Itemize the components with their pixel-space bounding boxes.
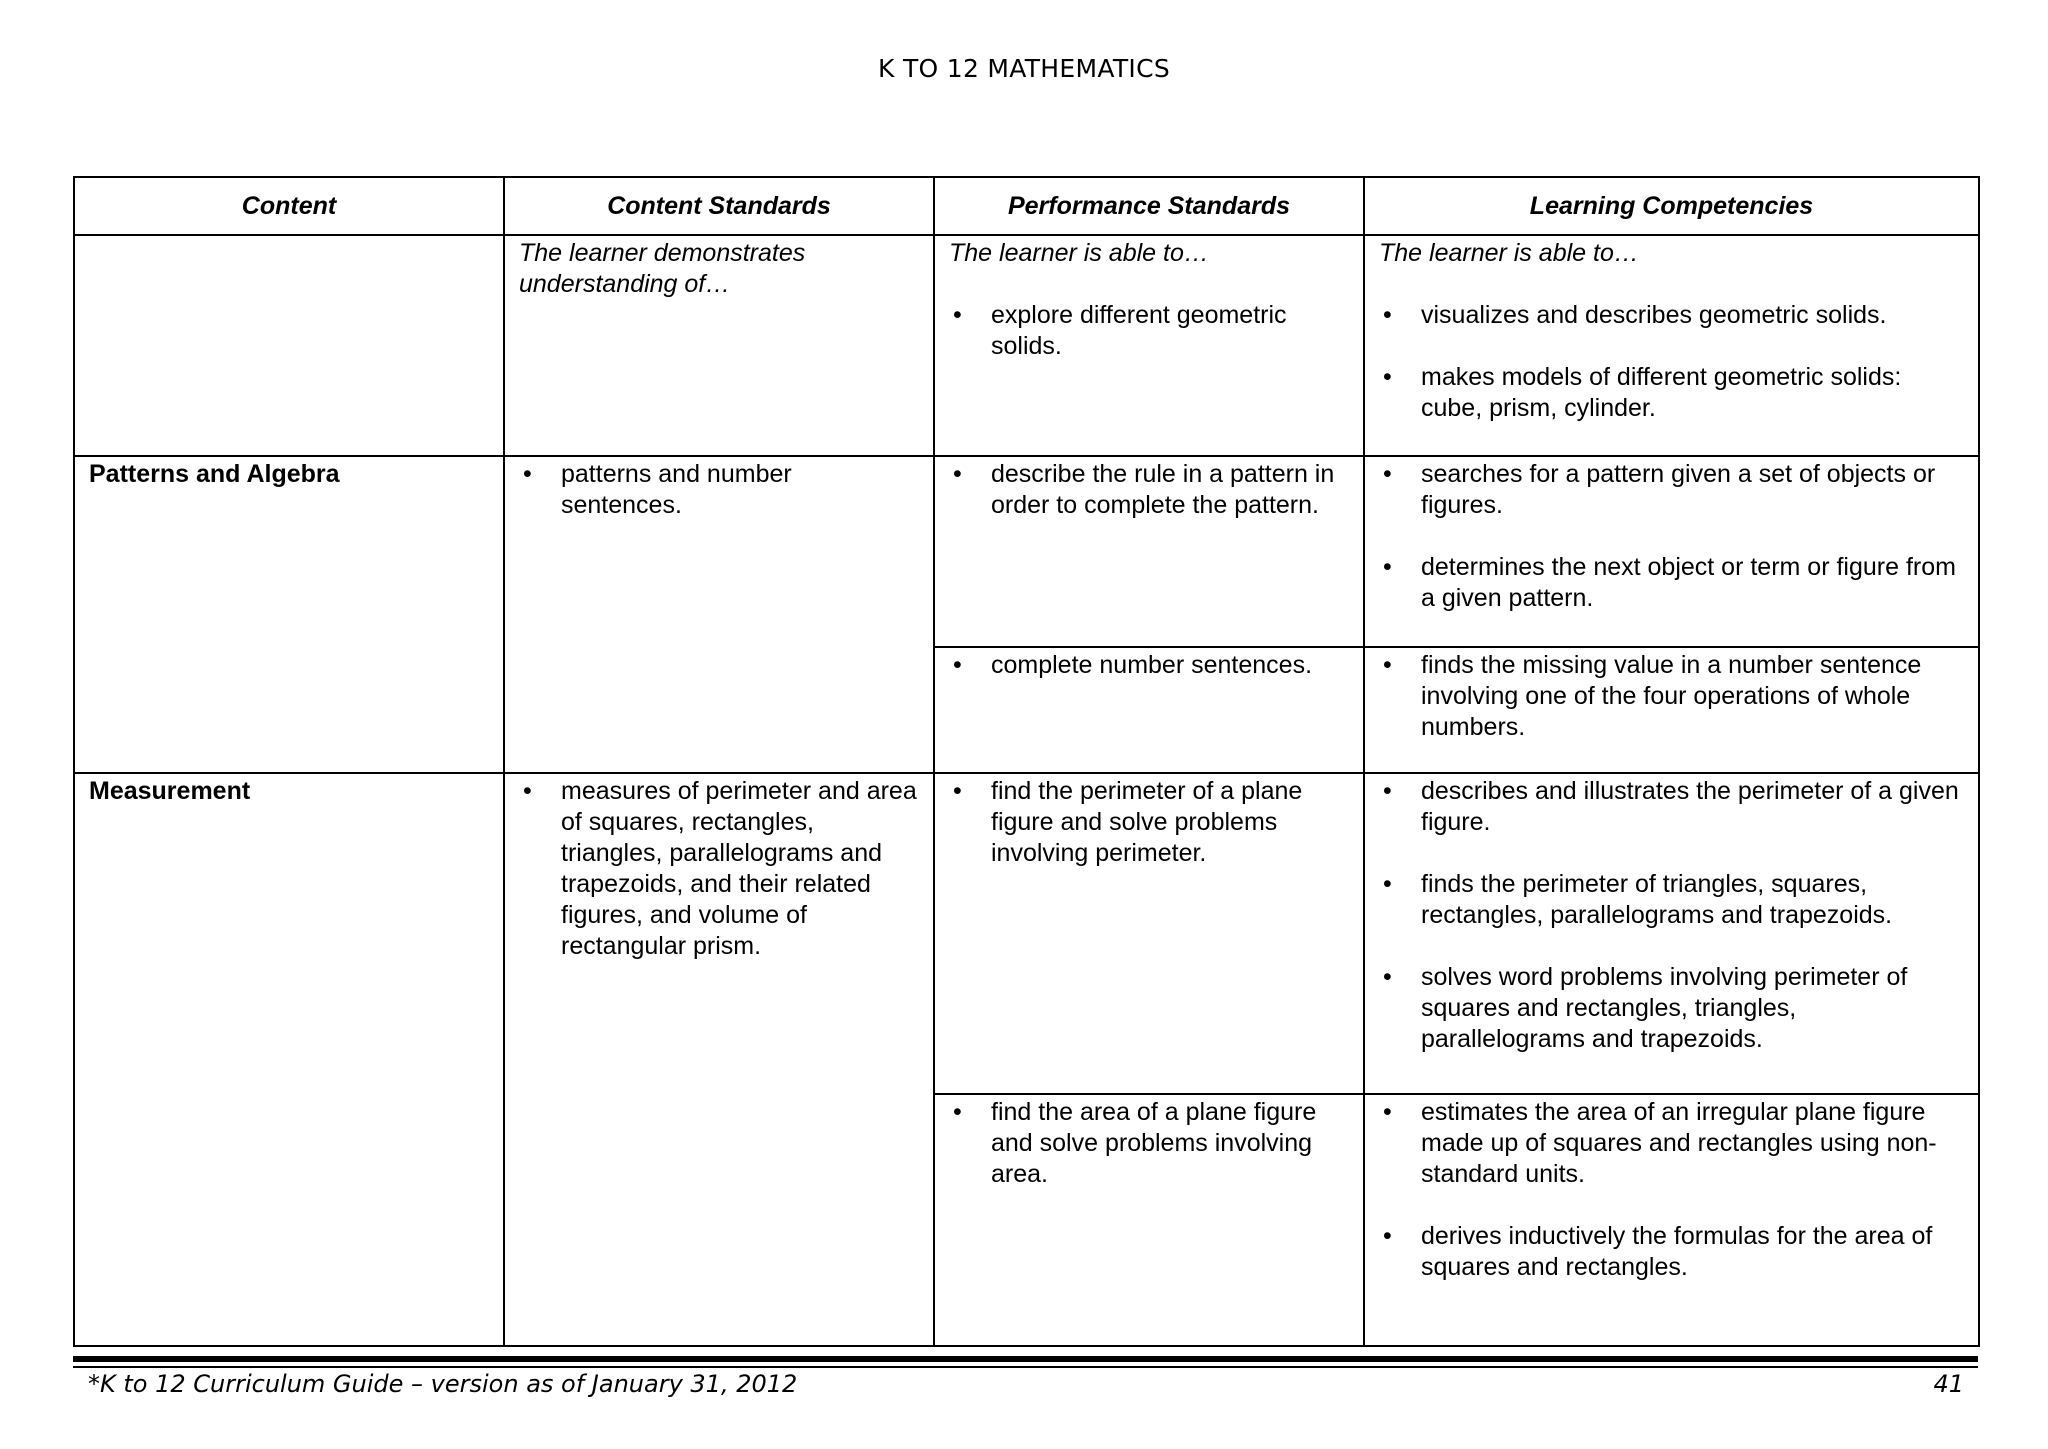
learning-competencies-cell [1364, 235, 1979, 456]
content-standards-cell [504, 235, 934, 456]
performance-list [949, 776, 1349, 869]
list-item: • makes models of different geometric solids: cube, prism, cylinder. [1379, 362, 1964, 424]
list-item: • derives inductively the formulas for the area of squares and rectangles. [1379, 1221, 1964, 1283]
list-item: • determines the next object or term or figure from a given pattern. [1379, 552, 1964, 614]
footer-divider [73, 1356, 1978, 1362]
column-header-content-standards: Content Standards [504, 177, 934, 235]
performance-standards-cell [934, 456, 1364, 647]
standards-list [519, 459, 919, 521]
content-cell [74, 773, 504, 1346]
page-number: 41 [1933, 1370, 1964, 1398]
learning-competencies-intro: The learner is able to… [1379, 239, 1639, 267]
performance-standards-intro: The learner is able to… [949, 239, 1209, 267]
content-standards-cell [504, 456, 934, 773]
table-row [74, 773, 1979, 1094]
learning-competencies-cell [1364, 647, 1979, 773]
list-item: • find the area of a plane figure and solve problems involving area. [949, 1097, 1349, 1190]
performance-list [949, 650, 1349, 681]
content-title: Patterns and Algebra [89, 460, 340, 488]
list-item: • finds the missing value in a number sentence involving one of the four operations of whole numbers. [1379, 650, 1964, 743]
list-item: • explore different geometric solids. [949, 300, 1349, 362]
learning-competencies-cell [1364, 456, 1979, 647]
list-item: • searches for a pattern given a set of objects or figures. [1379, 459, 1964, 521]
table-row [74, 456, 1979, 647]
list-item: • complete number sentences. [949, 650, 1349, 681]
performance-standards-cell [934, 773, 1364, 1094]
list-item: • describe the rule in a pattern in order to complete the pattern. [949, 459, 1349, 521]
standards-list [519, 776, 919, 962]
performance-standards-cell [934, 235, 1364, 456]
performance-standards-cell [934, 647, 1364, 773]
list-item: • solves word problems involving perimeter of squares and rectangles, triangles, parallelograms and trapezoids. [1379, 962, 1964, 1055]
learning-competencies-cell [1364, 1094, 1979, 1346]
curriculum-table [73, 176, 1980, 1347]
list-item: • visualizes and describes geometric solids. [1379, 300, 1964, 331]
performance-list [949, 1097, 1349, 1190]
content-title: Measurement [89, 777, 251, 805]
table-row [74, 235, 1979, 456]
learning-competencies-cell [1364, 773, 1979, 1094]
column-header-performance-standards: Performance Standards [934, 177, 1364, 235]
page-header: K TO 12 MATHEMATICS [878, 54, 1170, 83]
competencies-list [1379, 1097, 1964, 1283]
competencies-list [1379, 650, 1964, 743]
competencies-list [1379, 459, 1964, 614]
competencies-list [1379, 300, 1964, 424]
footer-divider-thin [73, 1366, 1978, 1368]
list-item: • describes and illustrates the perimeter of a given figure. [1379, 776, 1964, 838]
list-item: • find the perimeter of a plane figure and solve problems involving perimeter. [949, 776, 1349, 869]
table-header-row [74, 177, 1979, 235]
column-header-learning-competencies: Learning Competencies [1364, 177, 1979, 235]
footer-note: *K to 12 Curriculum Guide – version as of January 31, 2012 [88, 1370, 798, 1398]
competencies-list [1379, 776, 1964, 1055]
performance-standards-cell [934, 1094, 1364, 1346]
performance-list [949, 459, 1349, 521]
list-item: • estimates the area of an irregular plane figure made up of squares and rectangles using non-standard units. [1379, 1097, 1964, 1190]
column-header-content: Content [74, 177, 504, 235]
list-item: • measures of perimeter and area of squares, rectangles, triangles, parallelograms and trapezoids, and their related figures, and volume of rectangular prism. [519, 776, 919, 962]
list-item: • patterns and number sentences. [519, 459, 919, 521]
content-standards-intro: The learner demonstrates understanding of… [519, 239, 806, 298]
list-item: • finds the perimeter of triangles, squares, rectangles, parallelograms and trapezoids. [1379, 869, 1964, 931]
content-standards-cell [504, 773, 934, 1346]
performance-list [949, 300, 1349, 362]
content-cell [74, 456, 504, 773]
content-cell [74, 235, 504, 456]
